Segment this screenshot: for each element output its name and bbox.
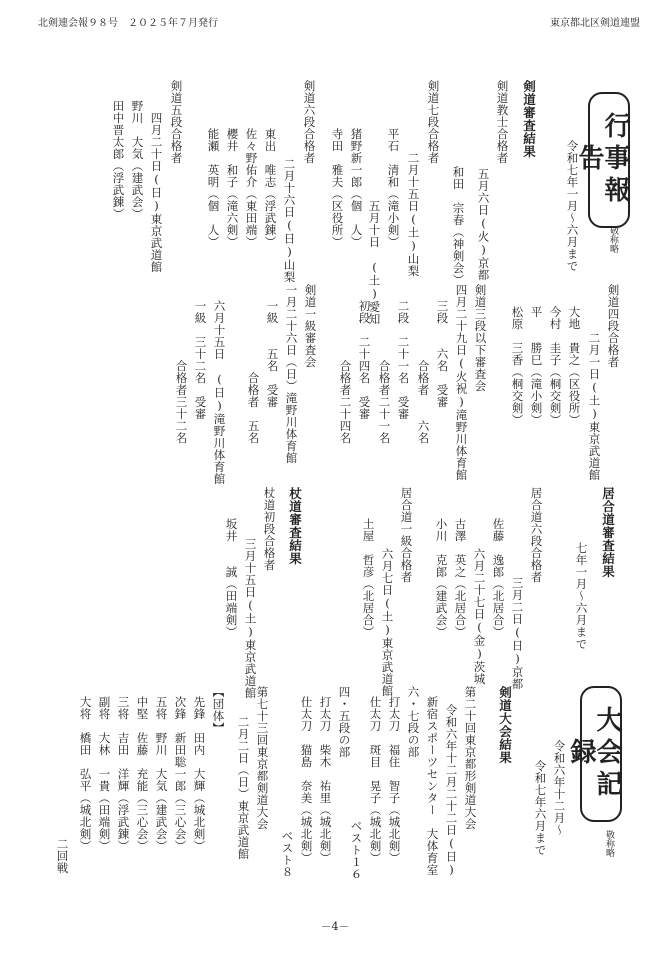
nidan-2: 合格者二十一名 xyxy=(377,360,392,444)
t1-r1: 打太刀 福住 智子（城北剣） xyxy=(387,696,402,864)
taikai-title: 剣道大会結果 xyxy=(497,686,513,764)
rokudan-head: 剣道六段合格者 xyxy=(302,80,317,164)
t2-r2: 次鋒 新田聡一郎（三心会） xyxy=(173,696,188,852)
iaido-rokudan-3: 小川 克郎（建武会） xyxy=(434,518,449,638)
gyoji-note: 敬称略 xyxy=(608,226,618,253)
t2-date: 二月二日（日）東京武道館 xyxy=(236,716,251,860)
godan-date: 四月二十日(日)東京武道館 xyxy=(149,112,164,273)
yondan-1: 大地 貴之（区役所） xyxy=(567,306,582,426)
t2-result: 二回戦 xyxy=(55,838,70,874)
kyoshi-date: 五月六日(火)京都 xyxy=(476,168,491,281)
shodan-2: 合格者二十四名 xyxy=(338,360,353,444)
t2-name: 第七十三回東京都剣道大会 xyxy=(255,686,270,830)
rokudan-date: 二月十六日(日)山梨 xyxy=(282,158,297,283)
rokudan-1: 東出 唯志（浮武錬） xyxy=(263,128,278,248)
taikai-period1: 令和六年十二月〜 xyxy=(552,740,567,836)
t2-r1: 先鋒 田内 大輝（城北剣） xyxy=(192,696,207,852)
iaido-rokudan-date: 三月二日(日)京都 xyxy=(510,577,525,690)
ikkyu-4: 合格者三十二名 xyxy=(174,360,189,444)
t1-r2b: ベスト１６ xyxy=(349,820,364,880)
godan-1: 野川 大気（建武会） xyxy=(130,100,145,220)
shodan-1: 初段 二十四名 受審 xyxy=(357,300,372,420)
kyoshi-head: 剣道教士合格者 xyxy=(495,80,510,164)
jodo-shodan-1: 坂井 誠（田端剣） xyxy=(224,518,239,638)
nanadan-2: 猪野新一郎（個 人） xyxy=(349,128,364,248)
ikkyu-2: 合格者 五名 xyxy=(246,372,261,444)
yondan-3: 平 勝巳（滝小剣） xyxy=(529,306,544,426)
t2-r7: 大将 橋田 弘平（城北剣） xyxy=(78,696,93,852)
t1-r3: 打太刀 柴木 祐里（城北剣） xyxy=(318,696,333,864)
ikkyu-date2: 六月十五日 (日)滝野川体育館 xyxy=(212,300,227,485)
iaido-rokudan-1: 佐藤 逸郎（北居合） xyxy=(491,518,506,638)
sandan-date: 四月二十九日(火祝)滝野川体育館 xyxy=(454,284,469,481)
t1-r4b: ベスト８ xyxy=(280,830,295,878)
nanadan-3: 寺田 雅夫（区役所） xyxy=(330,128,345,248)
ikkyu-date1: 一月二十六日（日）滝野川体育館 xyxy=(284,284,299,464)
iaido-rokudan-2: 古澤 英之（北居合） xyxy=(453,518,468,638)
jodo-title: 杖道審査結果 xyxy=(287,487,303,565)
t1-div1: 六・七段の部 xyxy=(406,686,421,758)
sandan-2: 合格者 六名 xyxy=(416,360,431,444)
sandan-1: 三段 六名 受審 xyxy=(435,300,450,408)
page-number: －4－ xyxy=(320,920,350,933)
yondan-date: 二月一日(土)東京武道館 xyxy=(587,332,602,481)
iaido-rokudan-head: 居合道六段合格者 xyxy=(529,487,544,583)
nanadan-1: 平石 清和（滝小剣） xyxy=(386,128,401,248)
godan-head: 剣道五段合格者 xyxy=(169,80,184,164)
t1-r2: 仕太刀 斑目 晃子（城北剣） xyxy=(368,696,383,864)
nanadan-date2: 五月十日 (土)愛知 xyxy=(367,200,382,325)
yondan-2: 今村 圭子（桐交剣） xyxy=(548,306,563,426)
yondan-head: 剣道四段合格者 xyxy=(606,284,621,368)
ikkyu-3: 一級 三十二名 受審 xyxy=(193,300,208,420)
iaido-title: 居合道審査結果 xyxy=(600,487,616,578)
jodo-shodan-date: 三月十五日(土)東京武道館 xyxy=(243,538,258,699)
yondan-4: 松原 三香（桐交剣） xyxy=(510,306,525,426)
t2-div: 【団体】 xyxy=(211,686,226,734)
taikai-note: 敬称略 xyxy=(604,830,614,857)
gyoji-period: 令和七年一月〜六月まで xyxy=(565,140,580,272)
rokudan-3: 櫻井 和子（滝六剣） xyxy=(225,128,240,248)
sandan-head: 剣道三段以下審査会 xyxy=(473,284,488,392)
t1-name: 第二十回東京都形剣道大会 xyxy=(463,686,478,830)
iaido-period: 七年一月〜六月まで xyxy=(574,542,589,650)
gyoji-title-box: 行事報告 xyxy=(588,92,630,228)
t1-div2: 四・五段の部 xyxy=(337,686,352,758)
org-header: 東京都北区剣道連盟 xyxy=(550,18,640,29)
godan-2: 田中晋太郎（浮武錬） xyxy=(111,100,126,220)
iaido-ikkyu-1: 土屋 哲彦（北居合） xyxy=(361,518,376,638)
ikkyu-1: 一級 五名 受審 xyxy=(265,300,280,408)
t2-r3: 五将 野川 大気（建武会） xyxy=(154,696,169,852)
rokudan-2: 佐々野佑介（東田端） xyxy=(244,128,259,248)
taikai-period2: 令和七年六月まで xyxy=(533,760,548,856)
issue-header: 北剣連会報９８号 ２０２５年７月発行 xyxy=(38,18,218,29)
nanadan-head: 剣道七段合格者 xyxy=(426,80,441,164)
t2-r5: 三将 吉田 洋輝（浮武錬） xyxy=(116,696,131,852)
iaido-ikkyu-head: 居合道一級合格者 xyxy=(399,487,414,583)
ikkyu-head: 剣道一級審査会 xyxy=(303,284,318,368)
nanadan-date1: 二月十五日(土)山梨 xyxy=(406,152,421,277)
t2-r6: 副将 大林 一貴（田端剣） xyxy=(97,696,112,852)
t2-r4: 中堅 佐藤 充能（三心会） xyxy=(135,696,150,852)
nidan-1: 二段 二十一名 受審 xyxy=(396,300,411,420)
t1-r4: 仕太刀 猫島 奈美（城北剣） xyxy=(299,696,314,864)
t1-date: 令和六年十二月二十二日(日) xyxy=(444,704,459,877)
iaido-rokudan-date2: 六月二十七日(金)茨城 xyxy=(472,548,487,685)
t1-place: 新宿スポーツセンター 大体育室 xyxy=(425,696,440,876)
rokudan-4: 能瀬 英明（個 人） xyxy=(206,128,221,248)
taikai-title-box: 大会記録 xyxy=(580,686,622,822)
kyoshi-1: 和田 宗春（神剣会） xyxy=(451,166,466,286)
iaido-ikkyu-date: 六月七日(土)東京武道館 xyxy=(380,548,395,697)
kendo-title: 剣道審査結果 xyxy=(521,80,537,158)
jodo-shodan-head: 杖道初段合格者 xyxy=(262,487,277,571)
